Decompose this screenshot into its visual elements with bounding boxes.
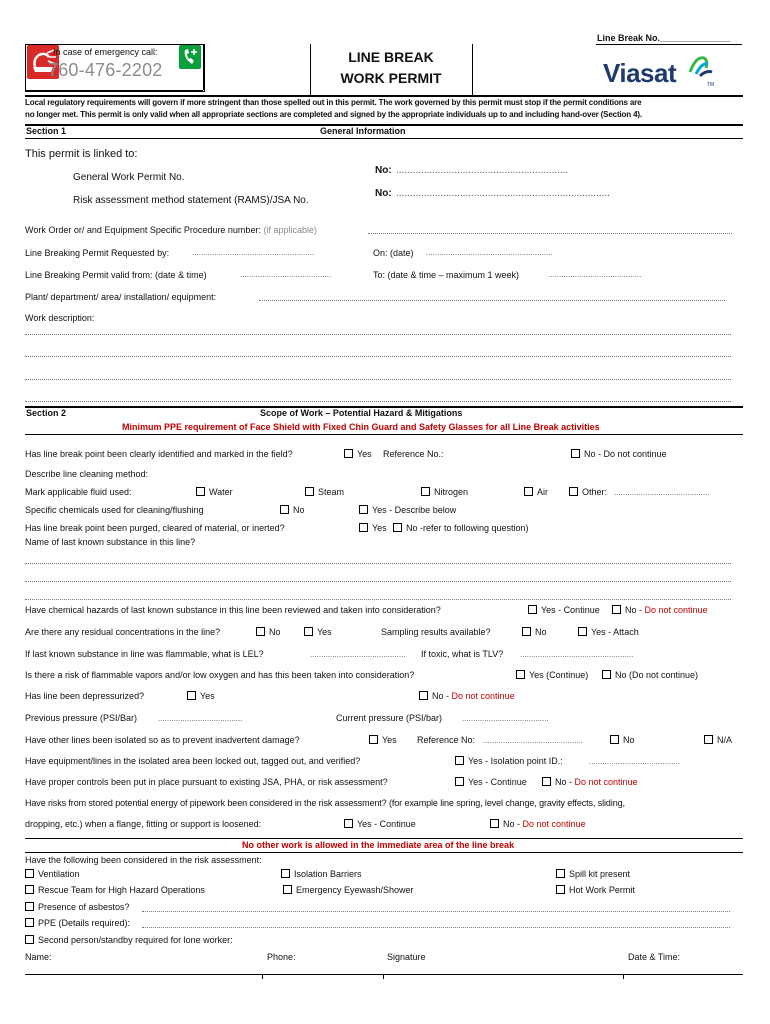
name-label: Name:: [25, 952, 52, 962]
hazards-yes[interactable]: [528, 605, 600, 615]
specific-chem-label: Specific chemicals used for cleaning/flushing: [25, 505, 204, 515]
checkbox[interactable]: [25, 885, 34, 894]
prev-pressure-field[interactable]: ......................................: [158, 714, 243, 723]
na-label: N/A: [717, 735, 733, 745]
other-label: Other:: [582, 487, 608, 497]
yes-continue-label: Yes - Continue: [541, 605, 600, 615]
substance-line[interactable]: [25, 599, 731, 600]
no-label: No -: [503, 819, 521, 829]
plant-label: Plant/ department/ area/ installation/ equipment:: [25, 292, 217, 302]
checkbox[interactable]: [283, 885, 292, 894]
fluid-nitrogen[interactable]: [421, 487, 468, 497]
no2-field[interactable]: .............................................................................: [396, 188, 610, 199]
section1-title: General Information: [320, 126, 406, 136]
q-locked: Have equipment/lines in the isolated area been locked out, tagged out, and verified?: [25, 756, 361, 766]
q-depressurized: Has line been depressurized?: [25, 691, 145, 701]
yes-label: Yes: [357, 449, 372, 459]
yes-label: Yes: [200, 691, 215, 701]
second-person-item[interactable]: [25, 935, 233, 945]
checkbox[interactable]: [455, 756, 464, 765]
q-hazards: Have chemical hazards of last known substance in this line been reviewed and taken into consideration?: [25, 605, 441, 615]
q-stored-2: dropping, etc.) when a flange, fitting or support is loosened:: [25, 819, 262, 829]
no-other-work: No other work is allowed in the immediate area of the line break: [242, 840, 515, 850]
work-desc-line[interactable]: [25, 334, 731, 335]
isolated-no[interactable]: [610, 735, 635, 745]
checkbox[interactable]: [571, 449, 580, 458]
work-desc-label: Work description:: [25, 313, 95, 323]
gwp-label: General Work Permit No.: [73, 172, 185, 183]
no-refer-label: No -refer to following question): [406, 523, 529, 533]
stored-no[interactable]: [490, 819, 586, 829]
do-not-continue: Do not continue: [574, 777, 638, 787]
notice-line1: Local regulatory requirements will govern if more stringent than those spelled out in this permit. The work governed by this permit must stop if the permit conditions are: [25, 98, 642, 107]
checkbox[interactable]: [25, 935, 34, 944]
checkbox[interactable]: [419, 691, 428, 700]
valid-from-label: Line Breaking Permit valid from: (date & time): [25, 270, 207, 280]
no-label: No -: [432, 691, 450, 701]
prev-pressure-label: Previous pressure (PSI/Bar): [25, 713, 138, 723]
work-order-text: Work Order or/ and Equipment Specific Procedure number:: [25, 225, 261, 235]
yes-continue-label: Yes - Continue: [468, 777, 527, 787]
yes-describe-label: Yes - Describe below: [372, 505, 457, 515]
checkbox[interactable]: [305, 487, 314, 496]
checkbox[interactable]: [490, 819, 499, 828]
flammable-yes[interactable]: [516, 670, 588, 680]
stored-yes[interactable]: [344, 819, 416, 829]
checkbox[interactable]: [187, 691, 196, 700]
second-person-label: Second person/standby required for lone worker:: [38, 935, 233, 945]
do-not-continue: Do not continue: [451, 691, 515, 701]
steam-label: Steam: [318, 487, 345, 497]
chem-no[interactable]: [280, 505, 305, 515]
no-label: No: [623, 735, 635, 745]
valid-from-field[interactable]: .........................................: [240, 270, 332, 279]
mark-fluid-label: Mark applicable fluid used:: [25, 487, 132, 497]
checkbox[interactable]: [344, 449, 353, 458]
checkbox[interactable]: [25, 918, 34, 927]
no1-label: No:: [375, 165, 392, 176]
spill-kit-item[interactable]: [556, 869, 630, 879]
checkbox[interactable]: [578, 627, 587, 636]
depressurized-no[interactable]: [419, 691, 515, 701]
line-break-no: Line Break No.______________: [597, 33, 731, 43]
isolated-na[interactable]: [704, 735, 732, 745]
q-stored-1: Have risks from stored potential energy of pipework been considered in the risk assessment? (for example line spring, level change, gravity effects, sliding,: [25, 798, 625, 808]
checkbox[interactable]: [556, 869, 565, 878]
yes-attach-label: Yes - Attach: [591, 627, 639, 637]
identified-yes[interactable]: [344, 449, 372, 459]
logo-tm: TM: [707, 82, 715, 88]
lel-field[interactable]: ...........................................: [310, 650, 406, 659]
plant-field[interactable]: [259, 300, 725, 301]
work-order-field[interactable]: [368, 233, 732, 234]
checkbox[interactable]: [25, 869, 34, 878]
checkbox[interactable]: [369, 735, 378, 744]
hot-work-label: Hot Work Permit: [569, 885, 635, 895]
no-dnc-label: No (Do not continue): [615, 670, 699, 680]
section1-label: Section 1: [26, 126, 67, 136]
q-controls: Have proper controls been put in place pursuant to existing JSA, PHA, or risk assessment?: [25, 777, 388, 787]
no-label: No -: [555, 777, 573, 787]
q-purged: Has line break point been purged, cleared of material, or inerted?: [25, 523, 285, 533]
sampling-label: Sampling results available?: [381, 627, 491, 637]
checkbox[interactable]: [602, 670, 611, 679]
checkbox[interactable]: [522, 627, 531, 636]
requested-by-label: Line Breaking Permit Requested by:: [25, 248, 170, 258]
yes-label: Yes: [372, 523, 387, 533]
fluid-steam[interactable]: [305, 487, 344, 497]
q-flammable: Is there a risk of flammable vapors and/or low oxygen and has this been taken into consideration?: [25, 670, 415, 680]
work-desc-line[interactable]: [25, 356, 731, 357]
checkbox[interactable]: [280, 505, 289, 514]
reference-no2-label: Reference No:: [417, 735, 476, 745]
no2-label: No:: [375, 188, 392, 199]
ventilation-label: Ventilation: [38, 869, 80, 879]
controls-yes[interactable]: [455, 777, 527, 787]
q-identified: Has line break point been clearly identified and marked in the field?: [25, 449, 293, 459]
reference-no-label: Reference No.:: [383, 449, 444, 459]
yes-label: Yes: [382, 735, 397, 745]
nitrogen-label: Nitrogen: [434, 487, 469, 497]
no-label: No -: [625, 605, 643, 615]
yes-continue-label: Yes (Continue): [529, 670, 589, 680]
no-label: No: [293, 505, 305, 515]
date-time-label: Date & Time:: [628, 952, 681, 962]
fluid-water[interactable]: [196, 487, 233, 497]
residual-no[interactable]: [256, 627, 281, 637]
checkbox[interactable]: [256, 627, 265, 636]
signature-label: Signature: [387, 952, 426, 962]
ppe-minimum: Minimum PPE requirement of Face Shield with Fixed Chin Guard and Safety Glasses for all Line Break activities: [122, 422, 600, 432]
do-not-continue: Do not continue: [522, 819, 586, 829]
air-label: Air: [537, 487, 548, 497]
no-label: No: [269, 627, 281, 637]
purged-yes[interactable]: [359, 523, 387, 533]
isolation-barriers-label: Isolation Barriers: [294, 869, 362, 879]
purged-no[interactable]: [393, 523, 529, 533]
reference-no2-field[interactable]: .............................................: [483, 736, 584, 745]
checkbox[interactable]: [359, 523, 368, 532]
yes-continue-label: Yes - Continue: [357, 819, 416, 829]
curr-pressure-field[interactable]: .......................................: [462, 714, 549, 723]
viasat-logo-text: Viasat: [603, 58, 677, 88]
isolated-yes[interactable]: [369, 735, 397, 745]
no-label: No: [535, 627, 547, 637]
checkbox[interactable]: [542, 777, 551, 786]
spill-kit-label: Spill kit present: [569, 869, 631, 879]
ppe-details-field[interactable]: [142, 927, 730, 928]
checkbox[interactable]: [421, 487, 430, 496]
curr-pressure-label: Current pressure (PSI/bar): [336, 713, 443, 723]
residual-yes[interactable]: [304, 627, 332, 637]
section2-title: Scope of Work – Potential Hazard & Mitigations: [260, 408, 463, 418]
considered-label: Have the following been considered in the risk assessment:: [25, 855, 262, 865]
other-field[interactable]: ...........................................: [614, 488, 710, 497]
sampling-no[interactable]: [522, 627, 547, 637]
linked-to-label: This permit is linked to:: [25, 148, 138, 160]
checkbox[interactable]: [612, 605, 621, 614]
yes-label: Yes: [317, 627, 332, 637]
emergency-label: In case of emergency call:: [53, 47, 158, 57]
title-line1: LINE BREAK: [348, 49, 434, 65]
ppe-details-item[interactable]: [25, 918, 130, 928]
work-order-label: [25, 225, 317, 235]
no-label: No - Do not continue: [584, 449, 667, 459]
if-applicable: (if applicable): [263, 225, 317, 235]
tlv-field[interactable]: ...................................................: [520, 650, 634, 659]
sampling-yes[interactable]: [578, 627, 639, 637]
flammable-no[interactable]: [602, 670, 698, 680]
chem-yes[interactable]: [359, 505, 456, 515]
q-residual: Are there any residual concentrations in the line?: [25, 627, 221, 637]
checkbox[interactable]: [304, 627, 313, 636]
checkbox[interactable]: [569, 487, 578, 496]
isolation-id-field[interactable]: .........................................: [589, 757, 681, 766]
ventilation-item[interactable]: [25, 869, 80, 879]
phone-icon: [179, 45, 201, 69]
checkbox[interactable]: [344, 819, 353, 828]
phone-label: Phone:: [267, 952, 296, 962]
checkbox[interactable]: [393, 523, 402, 532]
checkbox[interactable]: [556, 885, 565, 894]
checkbox[interactable]: [359, 505, 368, 514]
emergency-phone[interactable]: 760-476-2202: [48, 60, 163, 80]
rescue-team-item[interactable]: [25, 885, 205, 895]
eyewash-label: Emergency Eyewash/Shower: [296, 885, 414, 895]
lel-label: If last known substance in line was flammable, what is LEL?: [25, 649, 264, 659]
asbestos-label: Presence of asbestos?: [38, 902, 130, 912]
notice-line2: no longer met. This permit is only valid when all appropriate sections are completed and signed by the appropriate individuals up to and including hand-over (Section 4).: [25, 110, 642, 119]
locked-yes[interactable]: [455, 756, 563, 766]
checkbox[interactable]: [610, 735, 619, 744]
checkbox[interactable]: [528, 605, 537, 614]
depressurized-yes[interactable]: [187, 691, 215, 701]
water-label: Water: [209, 487, 233, 497]
requested-by-field[interactable]: .......................................................: [192, 248, 315, 257]
rescue-team-label: Rescue Team for High Hazard Operations: [38, 885, 205, 895]
checkbox[interactable]: [25, 902, 34, 911]
substance-line[interactable]: [25, 563, 731, 564]
hot-work-item[interactable]: [556, 885, 635, 895]
checkbox[interactable]: [516, 670, 525, 679]
isolation-barriers-item[interactable]: [281, 869, 362, 879]
to-date-label: To: (date & time – maximum 1 week): [373, 270, 520, 280]
ppe-details-label: PPE (Details required):: [38, 918, 131, 928]
checkbox[interactable]: [281, 869, 290, 878]
rams-label: Risk assessment method statement (RAMS)/JSA No.: [73, 195, 309, 206]
tlv-label: If toxic, what is TLV?: [421, 649, 504, 659]
asbestos-field[interactable]: [142, 911, 730, 912]
checkbox[interactable]: [704, 735, 713, 744]
controls-no[interactable]: [542, 777, 638, 787]
section2-label: Section 2: [26, 408, 67, 418]
title-line2: WORK PERMIT: [340, 70, 442, 86]
work-desc-line[interactable]: [25, 379, 731, 380]
on-date-field[interactable]: .........................................................: [426, 248, 553, 257]
q-isolated: Have other lines been isolated so as to prevent inadvertent damage?: [25, 735, 300, 745]
identified-no[interactable]: [571, 449, 667, 459]
checkbox[interactable]: [524, 487, 533, 496]
do-not-continue: Do not continue: [644, 605, 708, 615]
substance-line[interactable]: [25, 581, 731, 582]
last-substance-label: Name of last known substance in this line?: [25, 537, 196, 547]
on-date-label: On: (date): [373, 248, 414, 258]
checkbox[interactable]: [455, 777, 464, 786]
describe-cleaning: Describe line cleaning method:: [25, 469, 149, 479]
fluid-other[interactable]: [569, 487, 607, 497]
fluid-air[interactable]: [524, 487, 548, 497]
yes-isolation-label: Yes - Isolation point ID.:: [468, 756, 563, 766]
hazards-no[interactable]: [612, 605, 708, 615]
eyewash-item[interactable]: [283, 885, 414, 895]
checkbox[interactable]: [196, 487, 205, 496]
asbestos-item[interactable]: [25, 902, 130, 912]
no1-field[interactable]: ..............................................................: [396, 165, 569, 176]
to-date-field[interactable]: ..........................................: [548, 270, 642, 279]
work-desc-line[interactable]: [25, 401, 731, 402]
